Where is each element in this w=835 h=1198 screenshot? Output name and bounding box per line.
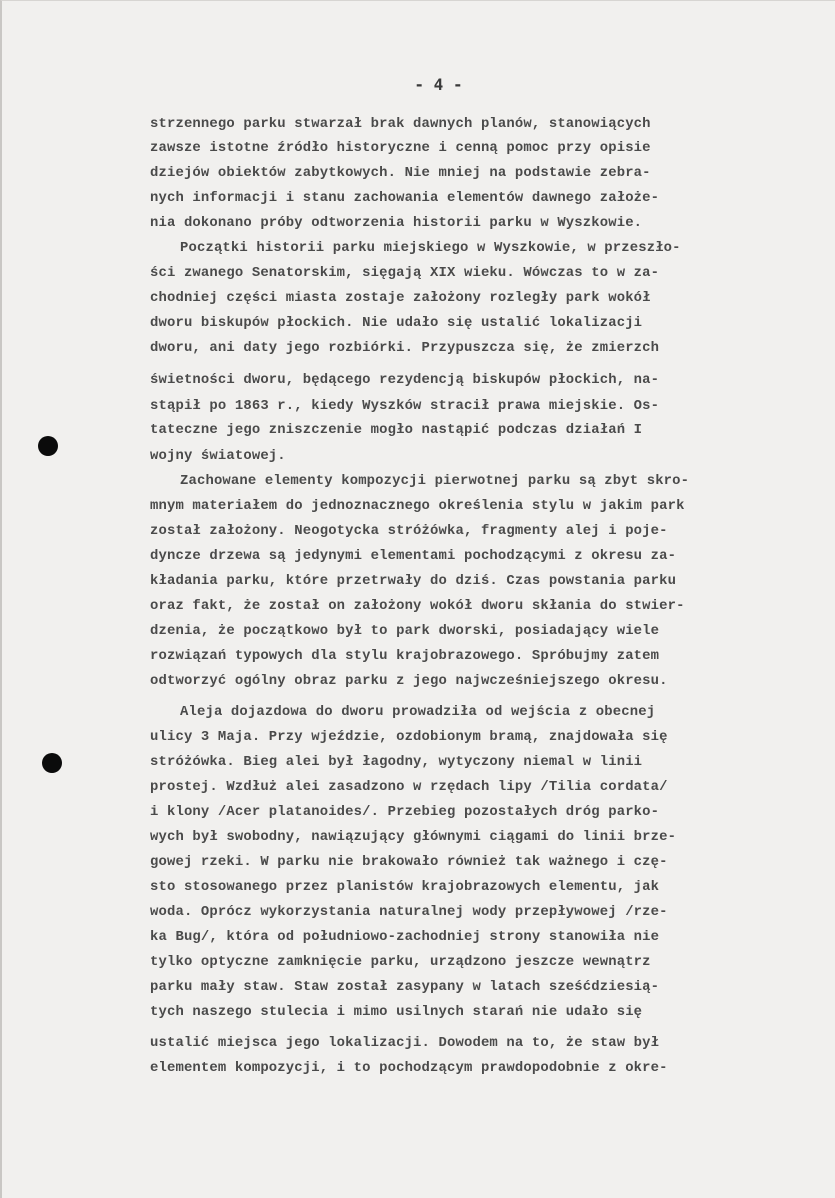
text-line: nia dokonano próby odtworzenia historii parku w Wyszkowie.	[150, 215, 643, 231]
text-line: mnym materiałem do jednoznacznego określenia stylu w jakim park	[150, 498, 685, 514]
text-line: ści zwanego Senatorskim, sięgają XIX wieku. Wówczas to w za-	[150, 265, 660, 281]
text-line: rozwiązań typowych dla stylu krajobrazowego. Spróbujmy zatem	[150, 648, 660, 664]
text-line: zawsze istotne źródło historyczne i cenną pomoc przy opisie	[150, 140, 651, 156]
text-line: woda. Oprócz wykorzystania naturalnej wody przepływowej /rze-	[150, 904, 668, 920]
page-number: - 4 -	[414, 75, 463, 94]
text-line: sto stosowanego przez planistów krajobrazowych elementu, jak	[150, 879, 660, 895]
punch-hole-top	[38, 436, 58, 456]
text-line: ustalić miejsca jego lokalizacji. Dowodem na to, że staw był	[150, 1035, 660, 1051]
text-line: stąpił po 1863 r., kiedy Wyszków stracił prawa miejskie. Os-	[150, 398, 660, 414]
text-line: tylko optyczne zamknięcie parku, urządzono jeszcze wewnątrz	[150, 954, 651, 970]
text-line: elementem kompozycji, i to pochodzącym prawdopodobnie z okre-	[150, 1060, 668, 1076]
text-line: nych informacji i stanu zachowania elementów dawnego założe-	[150, 190, 660, 206]
text-line: i klony /Acer platanoides/. Przebieg pozostałych dróg parko-	[150, 804, 660, 820]
text-line: strzennego parku stwarzał brak dawnych planów, stanowiących	[150, 116, 651, 132]
text-line: Zachowane elementy kompozycji pierwotnej parku są zbyt skro-	[180, 473, 690, 489]
text-line: oraz fakt, że został on założony wokół dworu skłania do stwier-	[150, 598, 685, 614]
text-line: tateczne jego zniszczenie mogło nastąpić podczas działań I	[150, 422, 643, 438]
text-line: dworu, ani daty jego rozbiórki. Przypuszcza się, że zmierzch	[150, 340, 660, 356]
text-line: odtworzyć ogólny obraz parku z jego najwcześniejszego okresu.	[150, 673, 668, 689]
text-line: stróżówka. Bieg alei był łagodny, wytyczony niemal w linii	[150, 754, 643, 770]
text-line: dyncze drzewa są jedynymi elementami pochodzącymi z okresu za-	[150, 548, 677, 564]
text-line: kładania parku, które przetrwały do dziś. Czas powstania parku	[150, 573, 677, 589]
text-line: dworu biskupów płockich. Nie udało się ustalić lokalizacji	[150, 315, 643, 331]
text-line: wojny światowej.	[150, 448, 286, 464]
text-line: prostej. Wzdłuż alei zasadzono w rzędach lipy /Tilia cordata/	[150, 779, 668, 795]
text-line: został założony. Neogotycka stróżówka, fragmenty alej i poje-	[150, 523, 668, 539]
text-line: dziejów obiektów zabytkowych. Nie mniej na podstawie zebra-	[150, 165, 651, 181]
text-line: Początki historii parku miejskiego w Wyszkowie, w przeszło-	[180, 240, 681, 256]
text-line: ulicy 3 Maja. Przy wjeździe, ozdobionym bramą, znajdowała się	[150, 729, 668, 745]
text-line: świetności dworu, będącego rezydencją biskupów płockich, na-	[150, 372, 660, 388]
text-line: parku mały staw. Staw został zasypany w latach sześćdziesią-	[150, 979, 660, 995]
text-line: Aleja dojazdowa do dworu prowadziła od wejścia z obecnej	[180, 704, 656, 720]
text-line: tych naszego stulecia i mimo usilnych starań nie udało się	[150, 1004, 643, 1020]
text-line: chodniej części miasta zostaje założony rozległy park wokół	[150, 290, 651, 306]
punch-hole-bottom	[42, 753, 62, 773]
text-line: dzenia, że początkowo był to park dworski, posiadający wiele	[150, 623, 660, 639]
text-line: gowej rzeki. W parku nie brakowało również tak ważnego i czę-	[150, 854, 668, 870]
text-line: wych był swobodny, nawiązujący głównymi ciągami do linii brze-	[150, 829, 677, 845]
text-line: ka Bug/, która od południowo-zachodniej strony stanowiła nie	[150, 929, 660, 945]
